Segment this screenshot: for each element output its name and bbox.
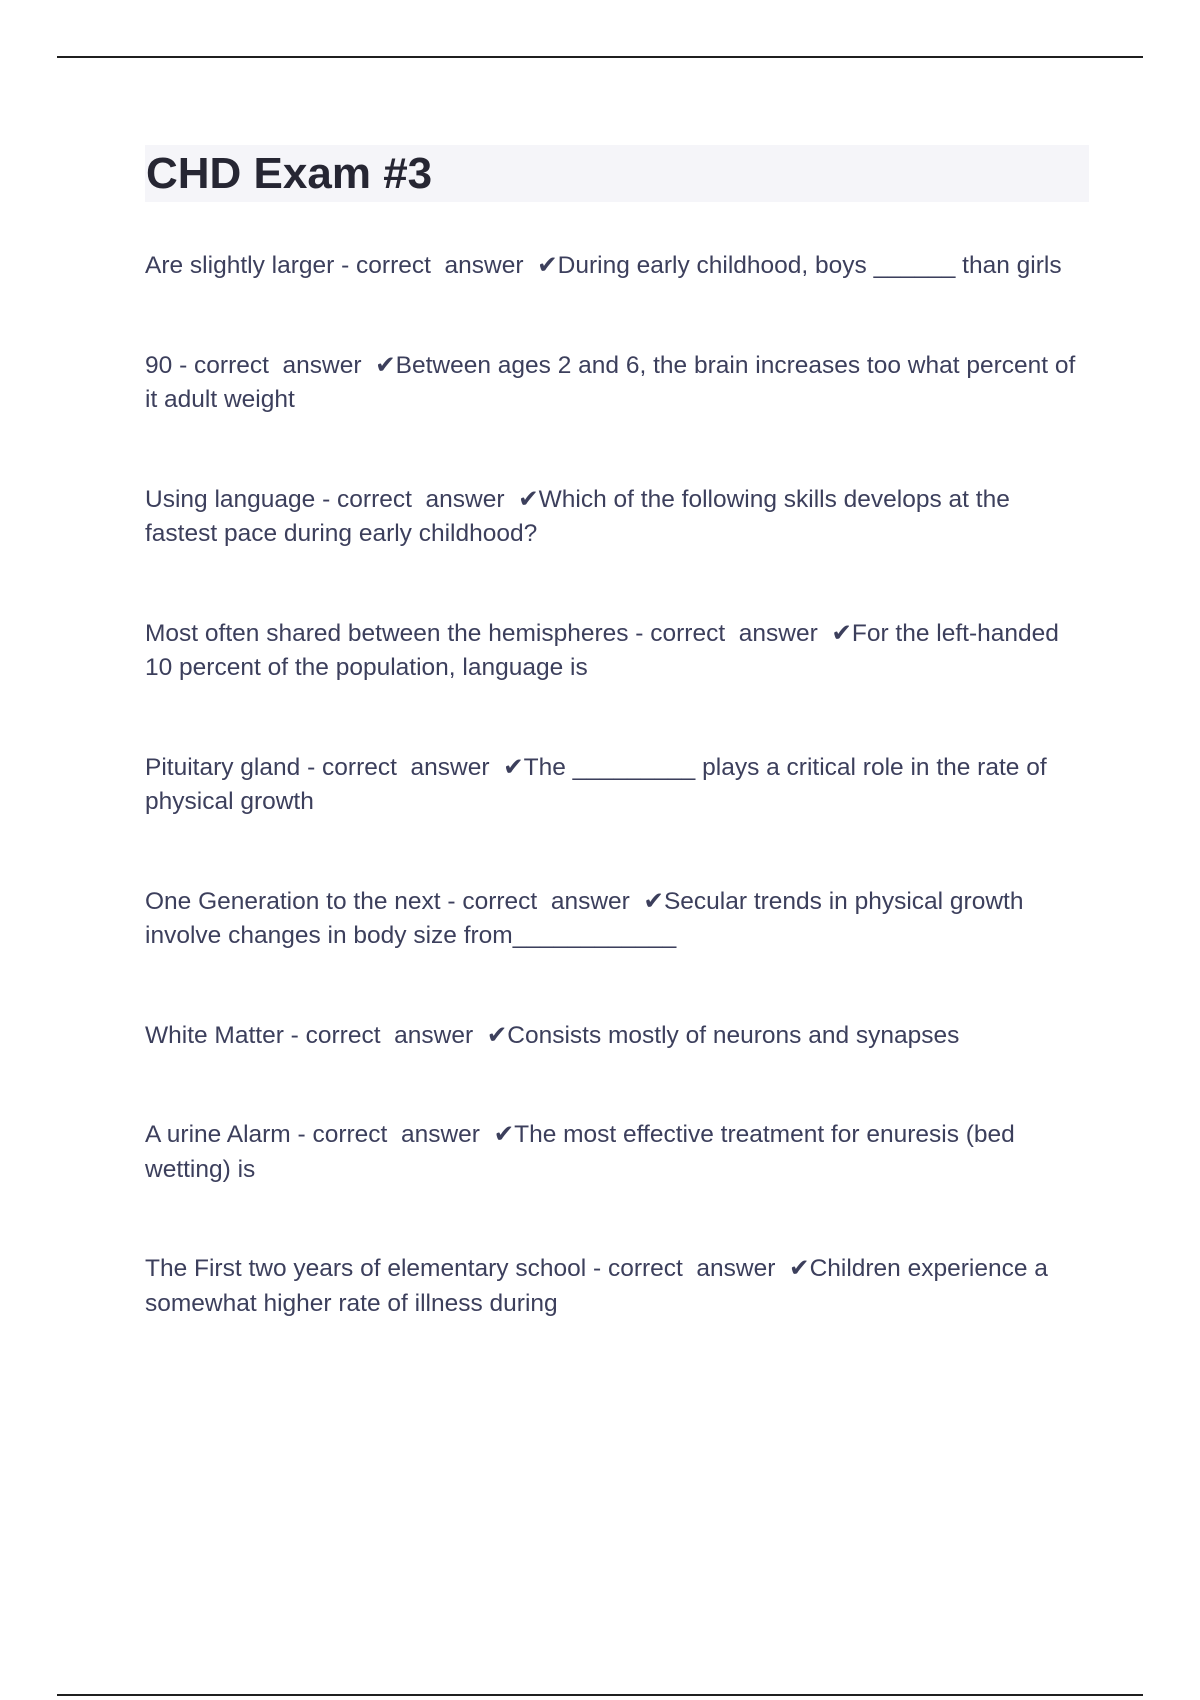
question-text: The most effective treatment for enuresis (bed wetting) is xyxy=(145,1121,1015,1183)
qa-item xyxy=(145,483,1085,552)
answer-separator: - correct answer xyxy=(290,1121,494,1148)
answer-text: 90 xyxy=(145,351,173,379)
check-mark-icon: ✔ xyxy=(486,1021,508,1049)
answer-text: White Matter xyxy=(145,1021,284,1049)
answer-text: One Generation to the next xyxy=(145,887,441,915)
question-text: During early childhood, boys ______ than girls xyxy=(557,252,1062,279)
answer-separator: - correct answer xyxy=(334,252,538,279)
answer-separator: - correct answer xyxy=(300,753,504,781)
answer-separator: - correct answer xyxy=(628,619,832,647)
question-text: Consists mostly of neurons and synapses xyxy=(507,1021,960,1049)
check-mark-icon: ✔ xyxy=(375,351,396,379)
answer-separator: - correct answer xyxy=(440,887,644,915)
qa-item xyxy=(145,617,1085,686)
bottom-rule xyxy=(57,1694,1143,1696)
qa-item xyxy=(145,1019,1085,1054)
title-band xyxy=(145,145,1089,202)
qa-item xyxy=(145,349,1085,418)
top-rule xyxy=(57,56,1143,58)
question-text: The _________ plays a critical role in the rate of physical growth xyxy=(145,753,1047,815)
question-text: For the left-handed 10 percent of the population, language is xyxy=(145,619,1059,681)
answer-text: The First two years of elementary school xyxy=(145,1255,587,1282)
answer-separator: - correct answer xyxy=(315,485,519,513)
qa-item xyxy=(145,751,1085,820)
question-text: Which of the following skills develops at the fastest pace during early childhood? xyxy=(145,485,1010,547)
question-text: Children experience a somewhat higher rate of illness during xyxy=(145,1255,1048,1317)
answer-text: Most often shared between the hemispheres xyxy=(145,619,629,647)
check-mark-icon: ✔ xyxy=(643,887,664,915)
qa-list xyxy=(145,249,1085,1386)
question-text: Secular trends in physical growth involve changes in body size from____________ xyxy=(145,887,1024,949)
check-mark-icon: ✔ xyxy=(831,619,852,647)
answer-text: Are slightly larger xyxy=(145,252,335,279)
answer-separator: - correct answer xyxy=(172,351,376,379)
question-text: Between ages 2 and 6, the brain increases too what percent of it adult weight xyxy=(145,351,1076,413)
answer-text: A urine Alarm xyxy=(145,1121,291,1148)
check-mark-icon: ✔ xyxy=(518,485,539,513)
check-mark-icon: ✔ xyxy=(789,1255,810,1282)
check-mark-icon: ✔ xyxy=(493,1121,515,1148)
qa-item xyxy=(145,1252,1085,1321)
check-mark-icon: ✔ xyxy=(503,753,524,781)
qa-item xyxy=(145,249,1085,284)
answer-text: Pituitary gland xyxy=(145,753,301,781)
answer-separator: - correct answer xyxy=(283,1021,487,1049)
check-mark-icon: ✔ xyxy=(537,252,558,279)
page-title: CHD Exam #3 xyxy=(146,149,433,198)
qa-item xyxy=(145,885,1085,954)
answer-separator: - correct answer xyxy=(586,1255,790,1282)
answer-text: Using language xyxy=(145,485,316,513)
qa-item xyxy=(145,1118,1085,1187)
